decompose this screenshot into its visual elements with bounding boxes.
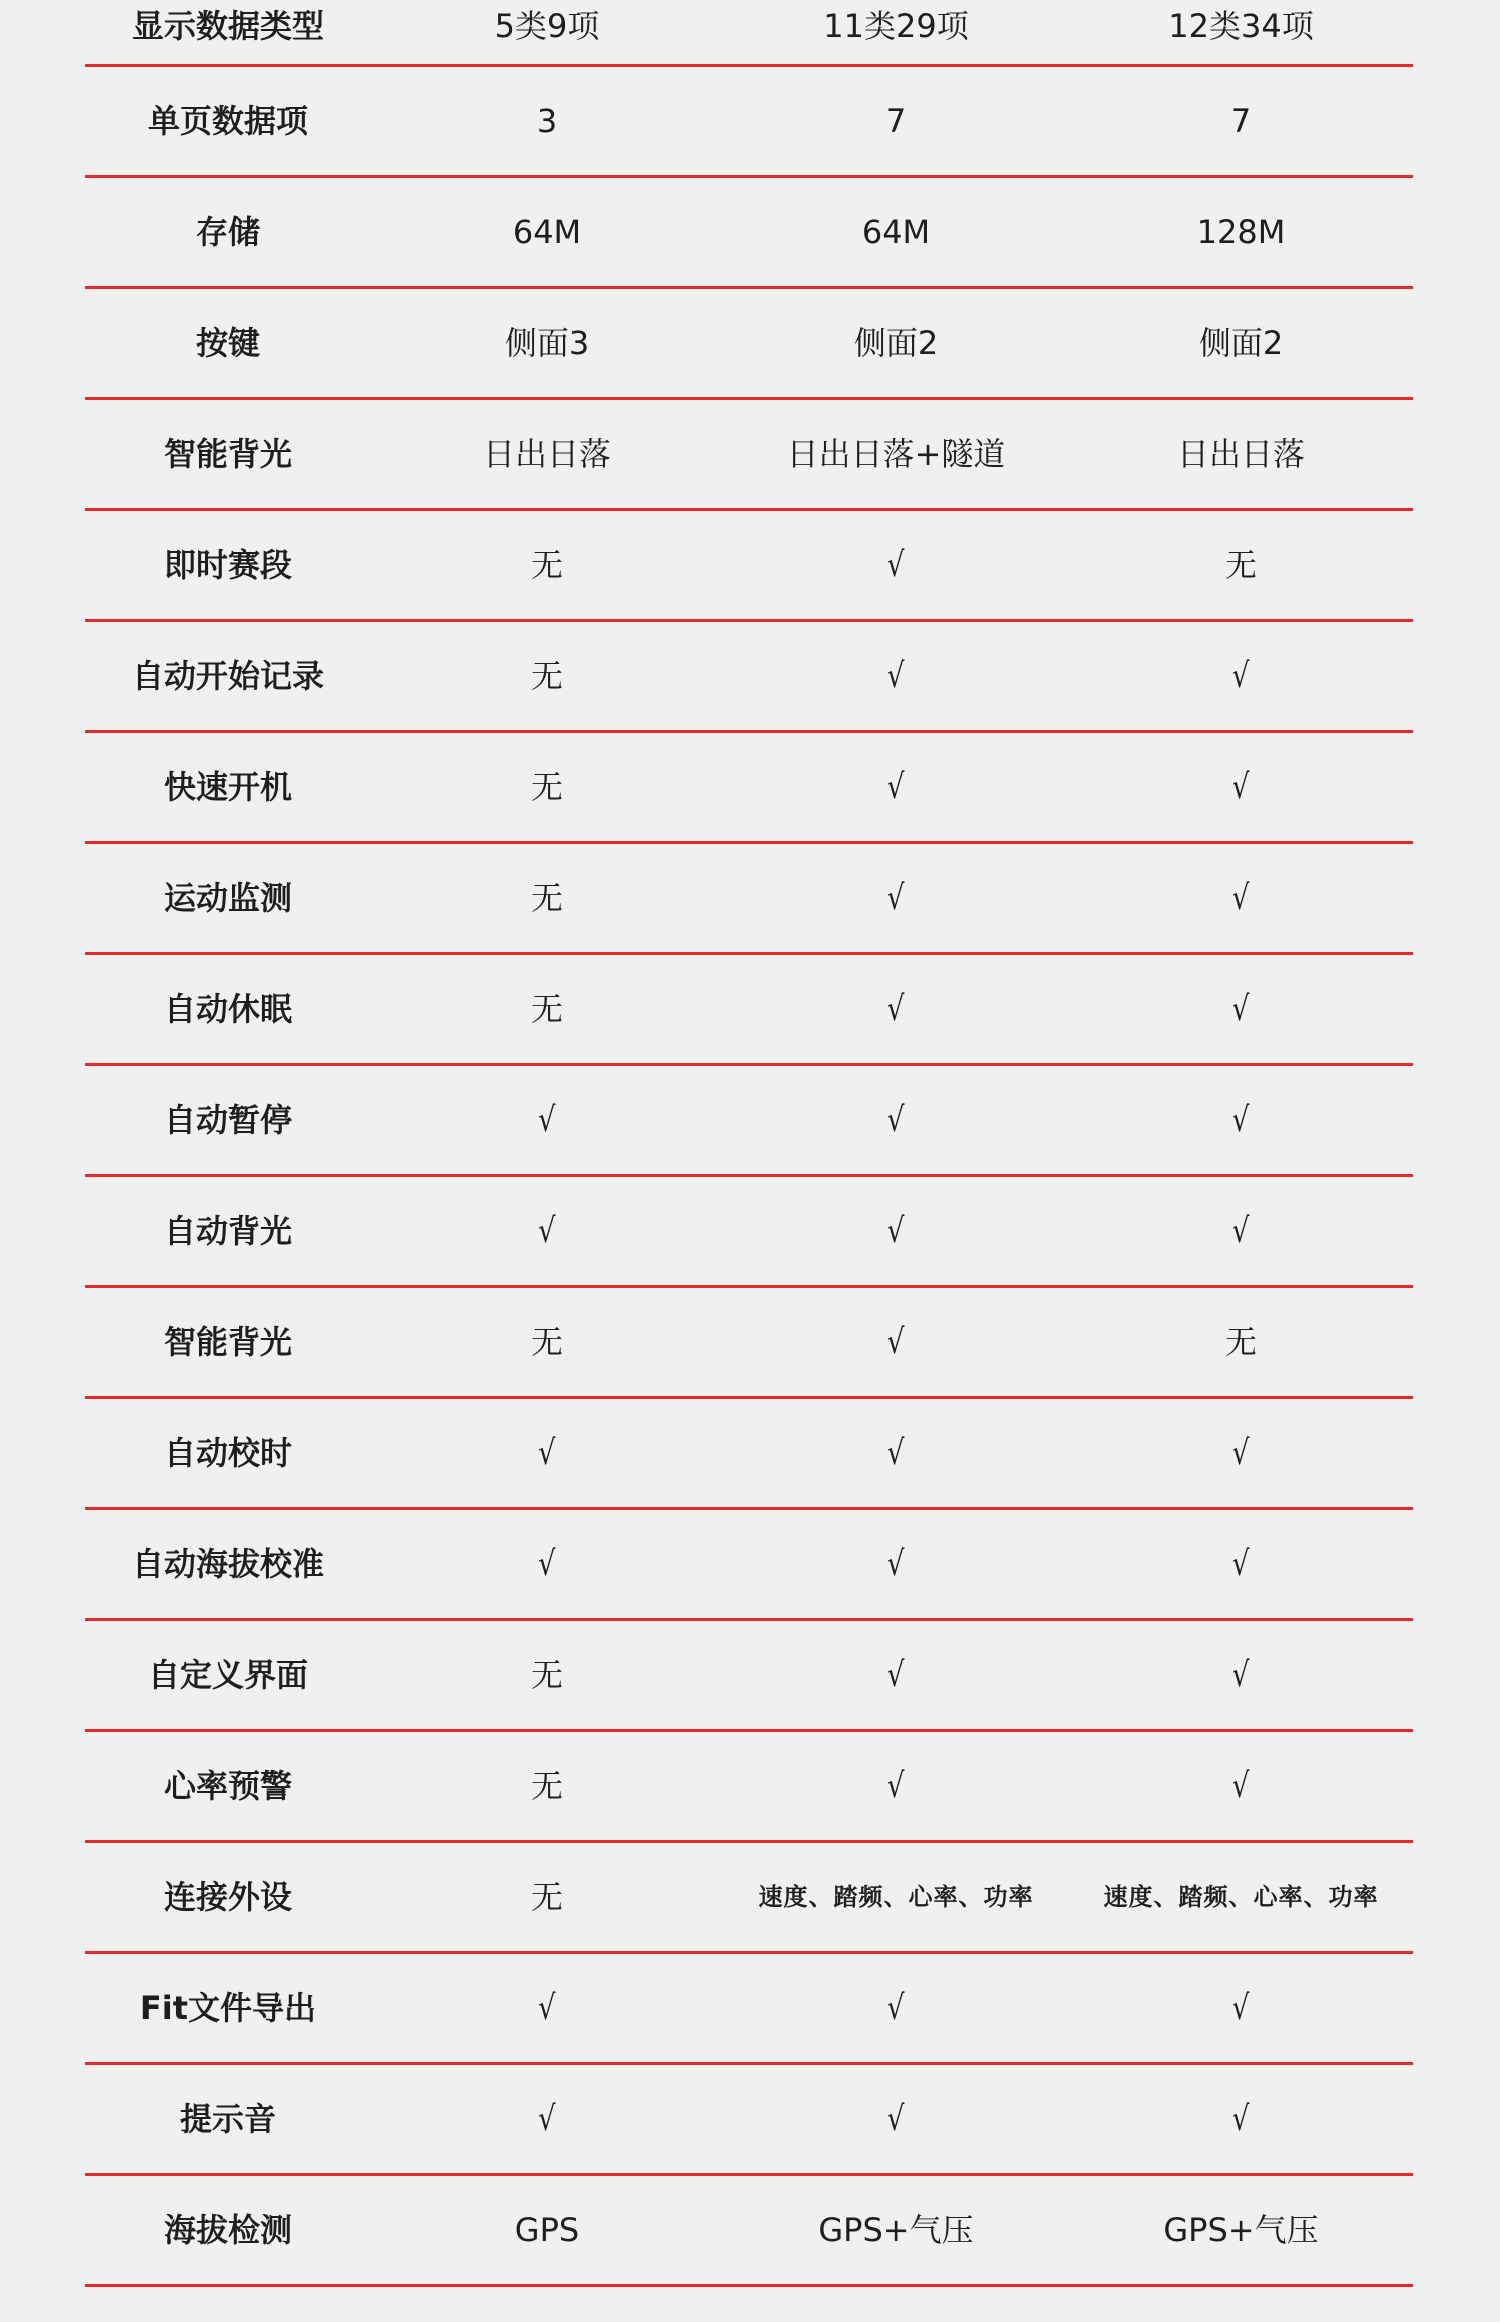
row-value <box>371 1100 723 1140</box>
row-value <box>371 1433 723 1473</box>
table-row <box>85 733 1413 844</box>
row-value: 7 <box>885 102 907 140</box>
row-label: 显示数据类型 <box>131 7 324 45</box>
table-row <box>85 844 1413 955</box>
table-row <box>85 1732 1413 1843</box>
row-value: 无 <box>530 990 563 1028</box>
row-label: 提示音 <box>179 2100 276 2138</box>
row-value <box>371 1988 723 2028</box>
checkmark-icon: √ <box>887 878 905 918</box>
checkmark-icon: √ <box>538 2099 556 2139</box>
row-value: 无 <box>530 1878 563 1916</box>
row-label: 自定义界面 <box>147 1656 308 1694</box>
row-value: 无 <box>530 546 563 584</box>
row-value <box>723 1100 1069 1140</box>
row-value <box>723 656 1069 696</box>
row-value <box>1069 1100 1413 1140</box>
row-value <box>371 2099 723 2139</box>
row-value: 侧面2 <box>853 324 939 362</box>
row-value <box>723 2099 1069 2139</box>
row-value <box>723 1655 1069 1695</box>
row-label: 自动海拔校准 <box>131 1545 324 1583</box>
table-row <box>85 1066 1413 1177</box>
checkmark-icon: √ <box>1232 1766 1250 1806</box>
table-row <box>85 400 1413 511</box>
checkmark-icon: √ <box>887 2099 905 2139</box>
checkmark-icon: √ <box>1232 1433 1250 1473</box>
row-value <box>723 1322 1069 1362</box>
table-row <box>85 511 1413 622</box>
row-value: 日出日落 <box>482 435 611 473</box>
table-row <box>85 67 1413 178</box>
row-value: 无 <box>530 1323 563 1361</box>
row-value: 无 <box>530 1767 563 1805</box>
comparison-table <box>85 0 1413 2287</box>
row-value <box>723 878 1069 918</box>
row-label: 自动校时 <box>163 1434 292 1472</box>
table-row <box>85 178 1413 289</box>
row-label: 自动休眠 <box>163 990 292 1028</box>
checkmark-icon: √ <box>1232 1655 1250 1695</box>
row-value: 64M <box>861 213 931 251</box>
row-value: 日出日落 <box>1176 435 1305 473</box>
row-label: 智能背光 <box>163 1323 292 1361</box>
row-value: 侧面3 <box>504 324 590 362</box>
row-value: 速度、踏频、心率、功率 <box>758 1883 1034 1911</box>
checkmark-icon: √ <box>1232 1211 1250 1251</box>
row-value <box>723 1544 1069 1584</box>
row-value <box>371 1211 723 1251</box>
row-label: 连接外设 <box>163 1878 292 1916</box>
table-row <box>85 955 1413 1066</box>
table-row <box>85 2065 1413 2176</box>
checkmark-icon: √ <box>1232 2099 1250 2139</box>
checkmark-icon: √ <box>538 1211 556 1251</box>
row-value: 无 <box>530 1656 563 1694</box>
row-value: 64M <box>512 213 582 251</box>
row-label: 自动开始记录 <box>131 657 324 695</box>
checkmark-icon: √ <box>1232 767 1250 807</box>
table-row <box>85 1843 1413 1954</box>
row-label: 海拔检测 <box>163 2211 292 2249</box>
row-value <box>1069 767 1413 807</box>
row-value: GPS+气压 <box>818 2211 974 2249</box>
checkmark-icon: √ <box>538 1544 556 1584</box>
checkmark-icon: √ <box>887 1766 905 1806</box>
table-row <box>85 1177 1413 1288</box>
row-value <box>1069 1655 1413 1695</box>
checkmark-icon: √ <box>1232 878 1250 918</box>
checkmark-icon: √ <box>887 1100 905 1140</box>
row-value <box>1069 989 1413 1029</box>
row-label: 快速开机 <box>163 768 292 806</box>
row-value <box>1069 1211 1413 1251</box>
row-value: 无 <box>1224 1323 1257 1361</box>
row-label: 自动背光 <box>163 1212 292 1250</box>
table-row <box>85 1510 1413 1621</box>
row-value <box>723 1211 1069 1251</box>
row-value <box>1069 1544 1413 1584</box>
row-label: 按键 <box>195 324 260 362</box>
row-value <box>1069 1766 1413 1806</box>
row-value <box>1069 1433 1413 1473</box>
table-row <box>85 1288 1413 1399</box>
row-value <box>723 1766 1069 1806</box>
checkmark-icon: √ <box>538 1988 556 2028</box>
checkmark-icon: √ <box>1232 1100 1250 1140</box>
checkmark-icon: √ <box>538 1100 556 1140</box>
table-row <box>85 2176 1413 2287</box>
row-value: 日出日落+隧道 <box>786 435 1006 473</box>
checkmark-icon: √ <box>887 1211 905 1251</box>
checkmark-icon: √ <box>887 1544 905 1584</box>
checkmark-icon: √ <box>887 1655 905 1695</box>
table-row <box>85 1621 1413 1732</box>
checkmark-icon: √ <box>887 767 905 807</box>
checkmark-icon: √ <box>1232 1544 1250 1584</box>
row-label: 即时赛段 <box>163 546 292 584</box>
row-value: 无 <box>530 657 563 695</box>
row-value: 无 <box>530 879 563 917</box>
row-value <box>1069 878 1413 918</box>
checkmark-icon: √ <box>887 1988 905 2028</box>
row-value: 12类34项 <box>1168 7 1314 45</box>
checkmark-icon: √ <box>538 1433 556 1473</box>
row-value: 5类9项 <box>494 7 600 45</box>
row-label: 运动监测 <box>163 879 292 917</box>
checkmark-icon: √ <box>887 545 905 585</box>
row-value: 速度、踏频、心率、功率 <box>1103 1883 1379 1911</box>
row-value: GPS <box>514 2211 580 2249</box>
row-value: 3 <box>536 102 558 140</box>
checkmark-icon: √ <box>1232 989 1250 1029</box>
row-value <box>723 1433 1069 1473</box>
row-value <box>1069 2099 1413 2139</box>
row-value: GPS+气压 <box>1163 2211 1319 2249</box>
checkmark-icon: √ <box>1232 656 1250 696</box>
checkmark-icon: √ <box>887 1433 905 1473</box>
row-value: 7 <box>1230 102 1252 140</box>
row-value: 11类29项 <box>823 7 969 45</box>
row-value: 无 <box>530 768 563 806</box>
row-value <box>723 545 1069 585</box>
checkmark-icon: √ <box>887 656 905 696</box>
row-label: Fit文件导出 <box>139 1989 317 2027</box>
checkmark-icon: √ <box>887 1322 905 1362</box>
row-label: 存储 <box>195 213 260 251</box>
row-label: 自动暂停 <box>163 1101 292 1139</box>
row-label: 心率预警 <box>163 1767 292 1805</box>
checkmark-icon: √ <box>1232 1988 1250 2028</box>
row-label: 单页数据项 <box>147 102 308 140</box>
checkmark-icon: √ <box>887 989 905 1029</box>
row-value: 无 <box>1224 546 1257 584</box>
row-value <box>371 1544 723 1584</box>
row-value <box>723 1988 1069 2028</box>
table-row <box>85 1954 1413 2065</box>
row-value: 侧面2 <box>1198 324 1284 362</box>
table-row <box>85 1399 1413 1510</box>
table-row <box>85 0 1413 67</box>
row-value: 128M <box>1196 213 1286 251</box>
row-label: 智能背光 <box>163 435 292 473</box>
row-value <box>723 989 1069 1029</box>
table-row <box>85 622 1413 733</box>
row-value <box>1069 656 1413 696</box>
row-value <box>723 767 1069 807</box>
table-row <box>85 289 1413 400</box>
row-value <box>1069 1988 1413 2028</box>
